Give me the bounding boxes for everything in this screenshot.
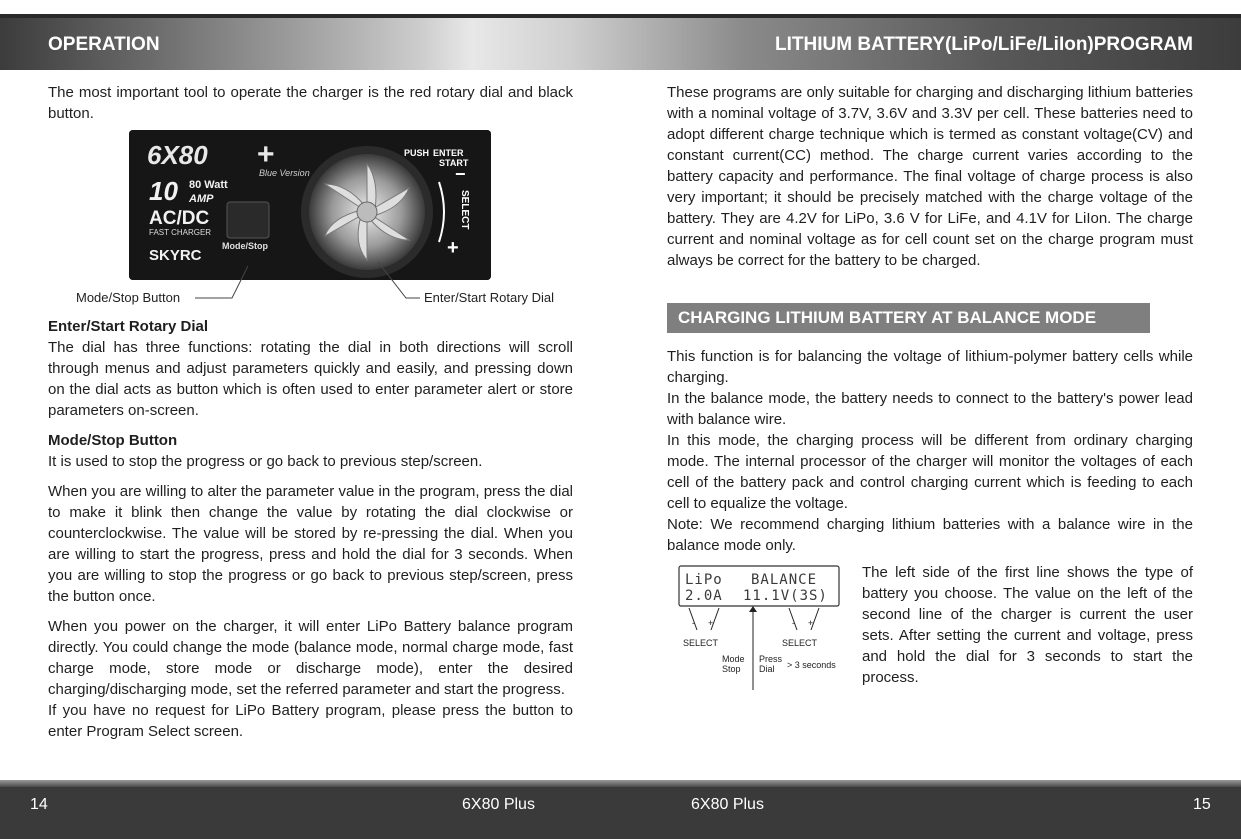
lcd-press: Press [759, 654, 783, 664]
amp-number: 10 [149, 176, 178, 206]
lcd-stop: Stop [722, 664, 741, 674]
lcd-plus-2: + [808, 618, 814, 628]
para-power-on: When you power on the charger, it will enter LiPo Battery balance program directly. You could change the mode (balance mode, normal charge mode, fast charge mode, store mode or discharge mode), enter the desired charging/discharging mode, set the referred parameter and start the progress. [48, 618, 573, 698]
footer-bar [0, 780, 1241, 839]
right-intro: These programs are only suitable for charging and discharging lithium batteries with a nominal voltage of 3.7V, 3.6V and 3.3V per cell. These batteries need to adopt different charge technique which is termed as constant voltage(CV) and constant current(CC) method. The charge current varies according to the battery capacity and performance. The final voltage of charge process is also very important; it should be precisely matched with the charge voltage of the battery. They are 4.2V for LiPo, 3.6 V for LiFe, and 4.1V for LiIon. The charge current and nominal voltage as for cell count set on the charge program must always be correct for the battery to be charged. [667, 84, 1193, 269]
balance-p1: This function is for balancing the voltage of lithium-polymer battery cells while charging. [667, 348, 1193, 386]
balance-p4: Note: We recommend charging lithium batteries with a balance wire in the balance mode only. [667, 516, 1193, 554]
acdc-text: AC/DC [149, 208, 210, 229]
lcd-mode: Mode [722, 654, 745, 664]
model-name-left: 6X80 Plus [462, 796, 535, 813]
brand-plus: + [257, 138, 275, 171]
balance-p3: In this mode, the charging process will be different from ordinary charging mode. The internal processor of the charger will monitor the voltages of each cell of the battery pack and control charging current which is feeding to each cell to equalize the voltage. [667, 432, 1193, 512]
page-number-left: 14 [30, 796, 48, 813]
footer-bar-edge [0, 780, 1241, 787]
lcd-diagram [675, 562, 855, 692]
page-number-right: 15 [1193, 796, 1211, 813]
lcd-dial: Dial [759, 664, 775, 674]
mode-heading: Mode/Stop Button [48, 432, 178, 449]
lcd-diagram-graphic [675, 562, 855, 692]
lcd-select-2: SELECT [782, 638, 818, 648]
lcd-minus-2: - [792, 618, 795, 628]
balance-p2: In the balance mode, the battery needs to connect to the battery's power lead with balance wire. [667, 390, 1193, 428]
start-text: START [439, 158, 469, 168]
panel-select: SELECT [459, 190, 470, 230]
push-text: PUSH [404, 148, 430, 158]
lcd-line1-left: LiPo [685, 572, 723, 588]
right-column-body [667, 346, 1193, 556]
para-alter-value: When you are willing to alter the parameter value in the program, press the dial to make it blink then change the value by rotating the dial clockwise or counterclockwise. The value will be stored by re-pressing the dial. When you are willing to start the progress, press and hold the dial for 3 seconds. When you are willing to stop the progress or go back to previous step/screen, press the button once. [48, 483, 573, 605]
section-title-balance-mode: CHARGING LITHIUM BATTERY AT BALANCE MODE [667, 303, 1150, 333]
maker-logo: SKYRC [149, 247, 202, 264]
lcd-line1-right: BALANCE [751, 572, 818, 588]
lcd-line2-left: 2.0A [685, 588, 723, 604]
right-column-intro [667, 82, 1193, 280]
para-program-select: If you have no request for LiPo Battery program, please press the button to enter Program Select screen. [48, 702, 573, 740]
enter-text: ENTER [433, 148, 464, 158]
lcd-minus-1: - [692, 618, 695, 628]
left-intro: The most important tool to operate the charger is the red rotary dial and black button. [48, 84, 573, 122]
dial-heading: Enter/Start Rotary Dial [48, 318, 209, 335]
callout-rotary-dial: Enter/Start Rotary Dial [424, 290, 555, 305]
edition-text: Blue Version [259, 168, 310, 178]
mode-stop-label: Mode/Stop [222, 241, 268, 251]
lcd-description: The left side of the first line shows the type of battery you choose. The value on the left of the second line of the charger is current the user sets. After setting the current and voltage, press and hold the dial for 3 seconds to start the process. [862, 564, 1193, 686]
header-left-title: OPERATION [48, 34, 160, 55]
panel-minus: − [455, 164, 466, 184]
mode-text: It is used to stop the progress or go back to previous step/screen. [48, 453, 483, 470]
model-name-right: 6X80 Plus [691, 796, 764, 813]
brand-text: 6X80 [147, 140, 208, 170]
lcd-line2-right: 11.1V(3S) [743, 588, 828, 604]
lcd-seconds: > 3 seconds [787, 660, 836, 670]
lcd-select-1: SELECT [683, 638, 719, 648]
fast-charger-text: FAST CHARGER [149, 228, 212, 237]
header-right-title: LITHIUM BATTERY(LiPo/LiFe/LiIon)PROGRAM [775, 34, 1193, 55]
lcd-plus-1: + [708, 618, 714, 628]
panel-plus: + [447, 237, 459, 259]
dial-text: The dial has three functions: rotating the dial in both directions will scroll through menus and adjust parameters quickly and easily, and pressing down on the dial acts as button which is often used to enter parameter alert or store parameters on-screen. [48, 339, 573, 419]
left-column-body [48, 316, 573, 751]
amp-unit: AMP [189, 193, 214, 205]
callout-mode-stop: Mode/Stop Button [76, 290, 181, 305]
watt-text: 80 Watt [189, 179, 228, 191]
